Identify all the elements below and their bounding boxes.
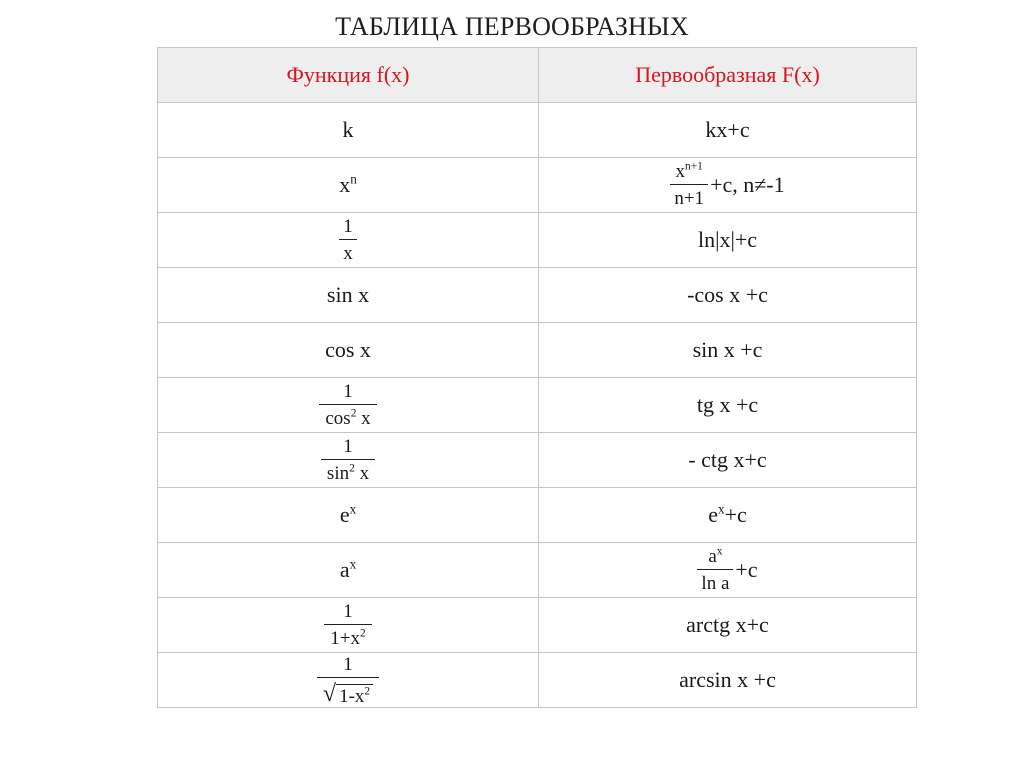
antiderivative-cell: -cos x +c (539, 268, 917, 323)
function-cell: $a^x$ (158, 543, 539, 598)
function-cell (158, 598, 539, 653)
antiderivative-table (157, 47, 917, 708)
function-cell (158, 653, 539, 708)
numerator: $x^{n+1}$ (675, 160, 703, 182)
table-row (158, 543, 917, 598)
function-cell: k (158, 103, 539, 158)
table-row (158, 268, 917, 323)
antiderivative-cell: $e^x+c$ (539, 488, 917, 543)
table-row (158, 433, 917, 488)
denominator: $1+x^2$ (324, 624, 371, 648)
numerator: 1 (343, 653, 353, 675)
function-cell: $e^x$ (158, 488, 539, 543)
table-row (158, 323, 917, 378)
numerator: 1 (343, 601, 353, 622)
table-header-row (158, 48, 917, 103)
antiderivative-cell: ln|x|+c (539, 213, 917, 268)
antiderivative-cell: tg x +c (539, 378, 917, 433)
antiderivative-cell: - ctg x+c (539, 433, 917, 488)
antiderivative-cell: arctg x+c (539, 598, 917, 653)
denominator: x (339, 239, 357, 263)
radical-sign: √ (322, 680, 337, 707)
denominator (317, 677, 379, 706)
table-row (158, 378, 917, 433)
antiderivative-cell: kx+c (539, 103, 917, 158)
function-cell: sin x (158, 268, 539, 323)
exponent: n (350, 171, 357, 187)
table-row (158, 488, 917, 543)
suffix: +c, n≠-1 (710, 172, 785, 197)
antiderivative-cell (539, 543, 917, 598)
function-cell: cos x (158, 323, 539, 378)
function-cell (158, 158, 539, 213)
header-antiderivative: Первообразная F(x) (539, 48, 917, 103)
antiderivative-cell (539, 158, 917, 213)
numerator: 1 (343, 436, 353, 457)
function-cell (158, 433, 539, 488)
table-row (158, 213, 917, 268)
denominator: ln a (697, 569, 733, 593)
fraction (670, 162, 708, 208)
fraction (339, 217, 357, 263)
base: x (339, 172, 351, 197)
table-row (158, 158, 917, 213)
function-cell (158, 213, 539, 268)
numerator: $a^x$ (708, 545, 723, 567)
fraction (697, 547, 733, 593)
table-row (158, 103, 917, 158)
antiderivative-cell: sin x +c (539, 323, 917, 378)
header-function: Функция f(x) (158, 48, 539, 103)
fraction (317, 655, 379, 706)
denominator: n+1 (670, 184, 708, 208)
fraction (319, 382, 376, 428)
function-cell (158, 378, 539, 433)
antiderivative-cell: arcsin x +c (539, 653, 917, 708)
table-row (158, 653, 917, 708)
page-title: ТАБЛИЦА ПЕРВООБРАЗНЫХ (335, 12, 689, 41)
denominator: $\sin^2 x$ (321, 459, 375, 483)
square-root (323, 682, 373, 706)
numerator: 1 (343, 216, 353, 237)
table-row (158, 598, 917, 653)
fraction (324, 602, 371, 648)
suffix: +c (735, 557, 758, 582)
radicand: $1-x^2$ (336, 684, 373, 706)
fraction (321, 437, 375, 483)
numerator: 1 (343, 381, 353, 402)
denominator: $\cos^2 x$ (319, 404, 376, 428)
